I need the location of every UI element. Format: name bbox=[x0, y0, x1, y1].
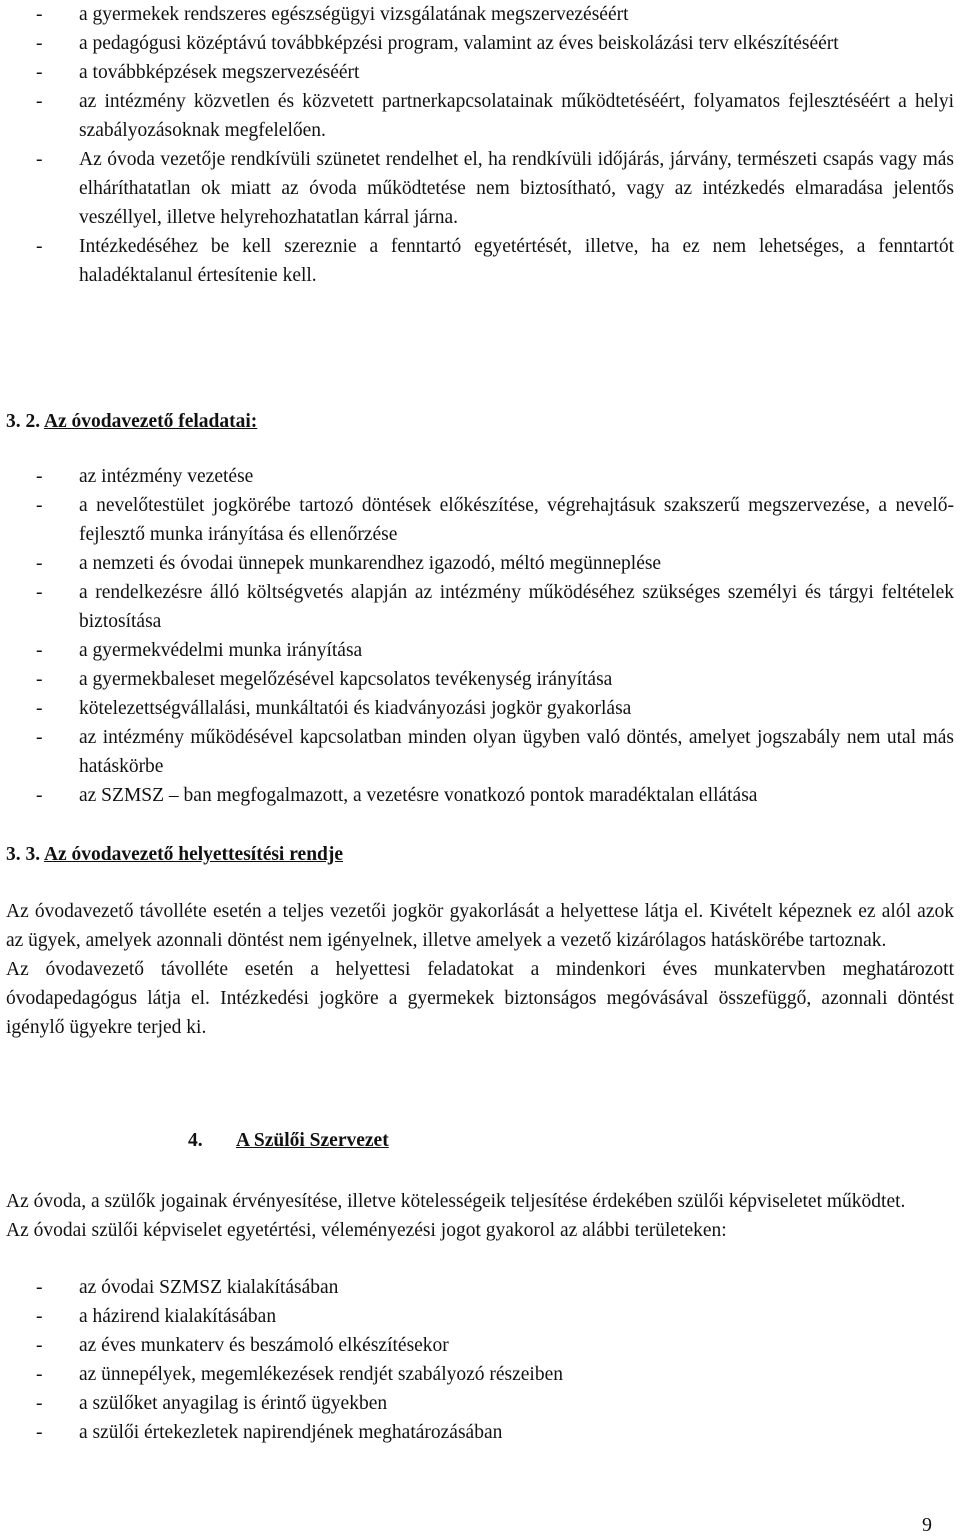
deputy-rules-text bbox=[6, 897, 954, 1042]
paragraph: Az óvodavezető távolléte esetén a teljes vezetői jogkör gyakorlását a helyettese látja el. Kivételt képeznek ez alól azok az ügyek, amelyek azonnali döntést nem igényelnek, illetve amelyek a vezető kizárólagos hatáskörébe tartoznak. bbox=[6, 901, 954, 951]
paragraph: Az óvoda, a szülők jogainak érvényesítése, illetve kötelességeik teljesítése érdekében szülői képviseletet működtet. bbox=[6, 1191, 906, 1212]
section-number: 3. 3. bbox=[6, 844, 41, 865]
list-item: - az ünnepélyek, megemlékezések rendjét szabályozó részeiben bbox=[6, 1360, 954, 1389]
list-item: - a továbbképzések megszervezéséért bbox=[6, 58, 954, 87]
list-item: - a szülői értekezletek napirendjének meghatározásában bbox=[6, 1418, 954, 1447]
list-item: - Az óvoda vezetője rendkívüli szünetet rendelhet el, ha rendkívüli időjárás, járvány, természeti csapás vagy más elháríthatatlan ok miatt az óvoda működtetése nem biztosítható, vagy az intézkedés elmaradása jelentős veszéllyel, illetve helyrehozhatatlan kárral járna. bbox=[6, 145, 954, 232]
section-number: 3. 2. bbox=[6, 411, 41, 432]
list-item: - az intézmény működésével kapcsolatban minden olyan ügyben való döntés, amelyet jogszabály nem utal más hatáskörbe bbox=[6, 723, 954, 781]
section-title: A Szülői Szervezet bbox=[236, 1130, 389, 1151]
list-item: - az éves munkaterv és beszámoló elkészítésekor bbox=[6, 1331, 954, 1360]
list-item: - kötelezettségvállalási, munkáltatói és kiadványozási jogkör gyakorlása bbox=[6, 694, 954, 723]
list-item: - az óvodai SZMSZ kialakításában bbox=[6, 1273, 954, 1302]
list-item: - Intézkedéséhez be kell szereznie a fenntartó egyetértését, illetve, ha ez nem lehetséges, a fenntartót haladéktalanul értesítenie kell. bbox=[6, 232, 954, 290]
section-title: Az óvodavezető feladatai: bbox=[43, 411, 258, 432]
section-number: 4. bbox=[188, 1130, 203, 1151]
list-item: - az intézmény közvetlen és közvetett partnerkapcsolatainak működtetéséért, folyamatos fejlesztéséért a helyi szabályozásoknak megfelelően. bbox=[6, 87, 954, 145]
list-item: - az intézmény vezetése bbox=[6, 462, 954, 491]
list-item: - a rendelkezésre álló költségvetés alapján az intézmény működéséhez szükséges személyi és tárgyi feltételek biztosítása bbox=[6, 578, 954, 636]
page-number: 9 bbox=[922, 1514, 932, 1536]
parent-rights-list bbox=[6, 1273, 954, 1447]
list-item: - a szülőket anyagilag is érintő ügyekben bbox=[6, 1389, 954, 1418]
parent-org-text bbox=[6, 1187, 954, 1245]
section-heading-3-2 bbox=[6, 407, 257, 436]
paragraph: Az óvodai szülői képviselet egyetértési, véleményezési jogot gyakorol az alábbi területeken: bbox=[6, 1220, 727, 1241]
list-item: - a gyermekbaleset megelőzésével kapcsolatos tevékenység irányítása bbox=[6, 665, 954, 694]
intro-list bbox=[6, 0, 954, 290]
section-heading-4 bbox=[188, 1126, 389, 1155]
section-title: Az óvodavezető helyettesítési rendje bbox=[43, 844, 344, 865]
list-item: - a házirend kialakításában bbox=[6, 1302, 954, 1331]
list-item: - a nevelőtestület jogkörébe tartozó döntések előkészítése, végrehajtásuk szakszerű megszervezése, a nevelő-fejlesztő munka irányítása és ellenőrzése bbox=[6, 491, 954, 549]
leader-duties-list bbox=[6, 462, 954, 810]
section-heading-3-3 bbox=[6, 840, 343, 869]
list-item: - a gyermekek rendszeres egészségügyi vizsgálatának megszervezéséért bbox=[6, 0, 954, 29]
list-item: - a pedagógusi középtávú továbbképzési program, valamint az éves beiskolázási terv elkészítéséért bbox=[6, 29, 954, 58]
paragraph: Az óvodavezető távolléte esetén a helyettesi feladatokat a mindenkori éves munkatervben meghatározott óvodapedagógus látja el. Intézkedési jogköre a gyermekek biztonságos megóvásával összefüggő, azonnali döntést igénylő ügyekre terjed ki. bbox=[6, 959, 954, 1038]
list-item: - a gyermekvédelmi munka irányítása bbox=[6, 636, 954, 665]
list-item: - a nemzeti és óvodai ünnepek munkarendhez igazodó, méltó megünneplése bbox=[6, 549, 954, 578]
list-item: - az SZMSZ – ban megfogalmazott, a vezetésre vonatkozó pontok maradéktalan ellátása bbox=[6, 781, 954, 810]
